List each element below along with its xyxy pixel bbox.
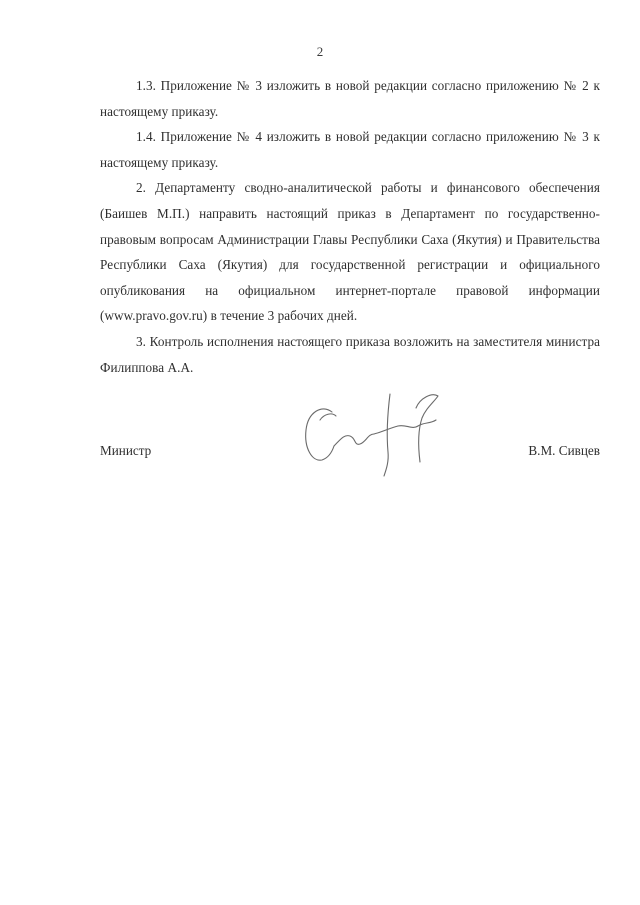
paragraph-1-4: 1.4. Приложение № 4 изложить в новой редакции согласно приложению № 3 к настоящему приказу. — [100, 129, 600, 170]
paragraph-1-3: 1.3. Приложение № 3 изложить в новой редакции согласно приложению № 2 к настоящему приказу. — [100, 78, 600, 119]
signer-position: Министр — [100, 443, 152, 458]
document-body — [100, 73, 600, 380]
paragraph-2: 2. Департаменту сводно-аналитической работы и финансового обеспечения (Баишев М.П.) направить настоящий приказ в Департамент по государственно-правовым вопросам Администрации Главы Республики Саха (Якутия) и Правительства Республики Саха (Якутия) для государственной регистрации и официального опубликования на официальном интернет-портале правовой информации (www.pravo.gov.ru) в течение 3 рабочих дней. — [100, 180, 600, 324]
page-number: 2 — [316, 44, 324, 59]
paragraph-3: 3. Контроль исполнения настоящего приказа возложить на заместителя министра Филиппова А.А. — [100, 333, 600, 375]
handwritten-signature — [298, 390, 448, 480]
signature-block — [100, 438, 600, 464]
signer-name: В.М. Сивцев — [528, 443, 600, 458]
